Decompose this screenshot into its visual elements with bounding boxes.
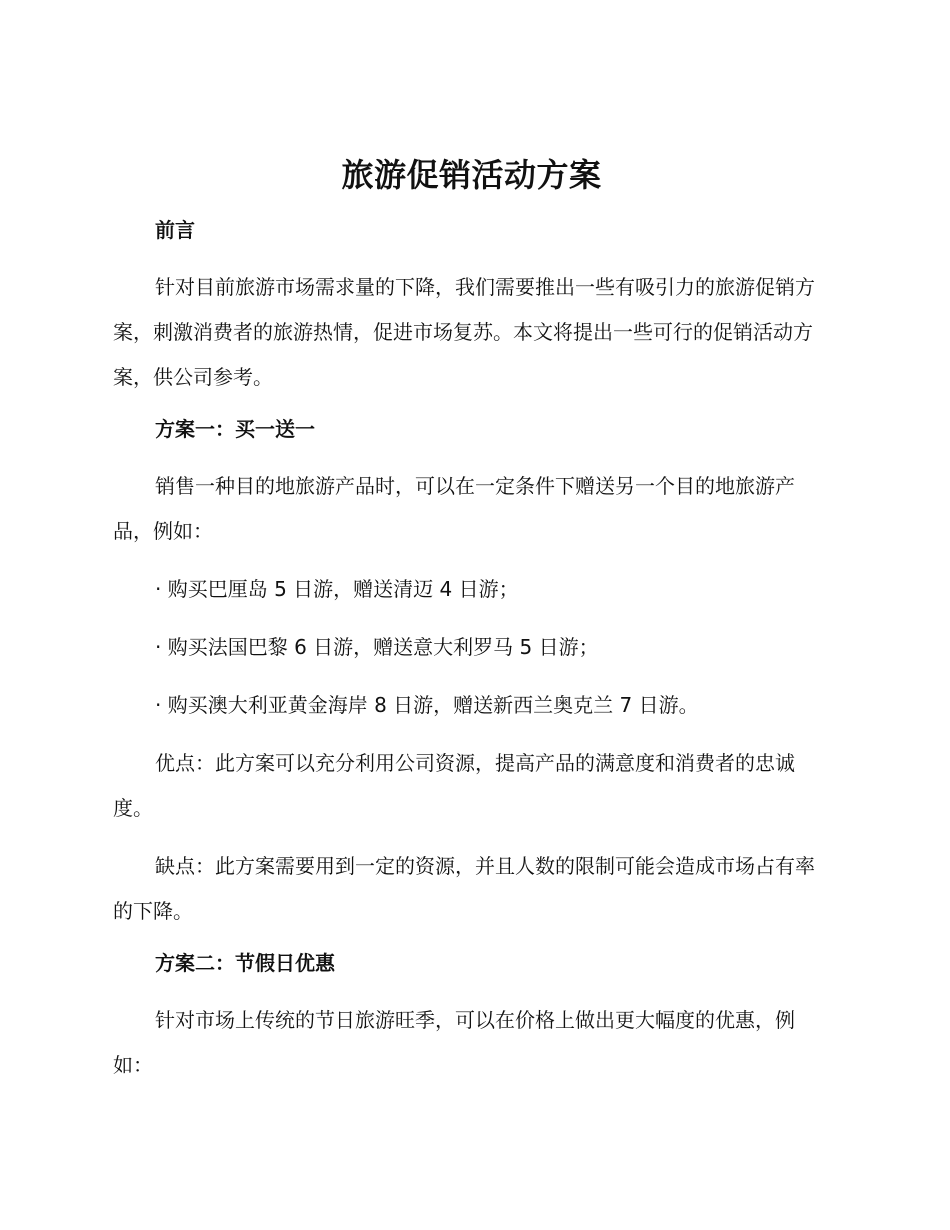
plan1-paragraph: 销售一种目的地旅游产品时，可以在一定条件下赠送另一个目的地旅游产品，例如： — [113, 474, 795, 543]
plan1-bullet-2: · 购买法国巴黎 6 日游，赠送意大利罗马 5 日游； — [155, 635, 599, 659]
plan1-heading: 方案一：买一送一 — [155, 417, 315, 441]
preface-paragraph: 针对目前旅游市场需求量的下降，我们需要推出一些有吸引力的旅游促销方案，刺激消费者的旅游热情，促进市场复苏。本文将提出一些可行的促销活动方案，供公司参考。 — [113, 275, 815, 389]
plan2-paragraph: 针对市场上传统的节日旅游旺季，可以在价格上做出更大幅度的优惠，例如： — [113, 1008, 795, 1077]
plan1-bullet-1: · 购买巴厘岛 5 日游，赠送清迈 4 日游； — [155, 577, 519, 601]
plan1-bullet-3: · 购买澳大利亚黄金海岸 8 日游，赠送新西兰奥克兰 7 日游。 — [155, 693, 699, 717]
preface-heading: 前言 — [155, 218, 195, 242]
plan1-cons: 缺点：此方案需要用到一定的资源，并且人数的限制可能会造成市场占有率的下降。 — [113, 854, 815, 923]
plan1-pros: 优点：此方案可以充分利用公司资源，提高产品的满意度和消费者的忠诚度。 — [113, 751, 795, 820]
plan2-heading: 方案二：节假日优惠 — [155, 951, 335, 975]
document-title: 旅游促销活动方案 — [341, 156, 602, 194]
